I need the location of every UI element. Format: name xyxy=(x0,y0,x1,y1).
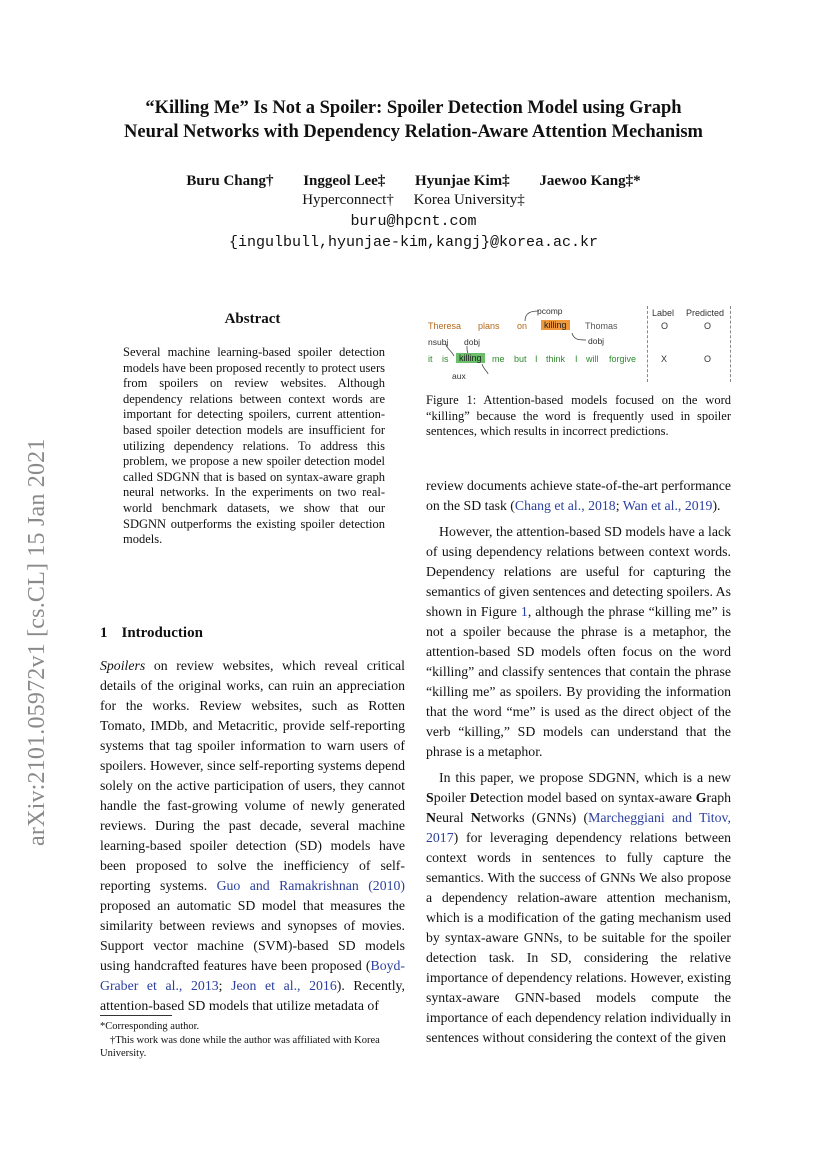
s1-word-on: on xyxy=(517,321,528,331)
figure-1 xyxy=(424,304,734,384)
s2-word-will: will xyxy=(586,354,599,364)
s2-word-i-2: I xyxy=(575,354,578,364)
abstract-text: Several machine learning-based spoiler detection models have been proposed recently to protect users from spoilers on review websites. Although dependency relations between context words are important for detecting spoilers, current attention-based spoiler detection models are insufficient for utilizing dependency relations. To address this problem, we propose a new spoiler detection model called SDGNN that is based on syntax-aware graph neural networks. In the experiments on two real-world benchmark datasets, we show that our SDGNN outperforms the existing spoiler detection models. xyxy=(123,345,385,547)
s1-word-plans: plans xyxy=(478,321,500,331)
author-list xyxy=(60,173,767,190)
author-3: Hyunjae Kim‡ xyxy=(415,173,510,189)
right-p3-etection: etection model based on syntax-aware xyxy=(479,790,696,805)
s2-word-me: me xyxy=(492,354,505,364)
right-column xyxy=(426,476,731,1048)
right-text-b: ). xyxy=(712,498,721,513)
acronym-n2: N xyxy=(470,810,481,825)
right-paragraph-continued xyxy=(426,476,731,516)
author-1: Buru Chang† xyxy=(186,173,274,189)
s2-word-i-1: I xyxy=(535,354,538,364)
s2-word-it: it xyxy=(428,354,433,364)
s1-word-theresa: Theresa xyxy=(428,321,462,331)
s1-word-killing: killing xyxy=(541,320,570,330)
acronym-n1: N xyxy=(426,810,436,825)
citation-marcheggiani[interactable]: Marcheggiani and Titov, 2017 xyxy=(426,810,731,845)
arxiv-stamp: arXiv:2101.05972v1 [cs.CL] 15 Jan 2021 xyxy=(24,438,50,846)
acronym-s: S xyxy=(426,790,434,805)
right-p3-raph: raph xyxy=(706,790,731,805)
footnote-1: *Corresponding author. xyxy=(100,1021,200,1032)
intro-paragraph-1 xyxy=(100,656,405,1016)
author-2: Inggeol Lee‡ xyxy=(303,173,386,189)
title-line-1: “Killing Me” Is Not a Spoiler: Spoiler Detection Model using Graph xyxy=(145,98,682,118)
intro-text-a: on review websites, which reveal critical details of the original works, can ruin an appreciation for the works. Review websites, such as Rotten Tomato, IMDb, and Metacritic, provide self-reporting systems that tag spoiler information to warn users of spoilers. However, since self-reporting systems depend solely on the active participation of users, they cannot handle the fast-growing volume of newly generated reviews. During the past decade, several machine learning-based spoiler detection (SD) models have been proposed to solve the inefficiency of self-reporting systems. xyxy=(100,658,405,893)
right-p3-poiler: poiler xyxy=(433,790,470,805)
intro-text-b: proposed an automatic SD model that measures the similarity between reviews and synopses of movies. Support vector machine (SVM)-based SD models using handcrafted features have been proposed ( xyxy=(100,898,405,973)
right-paragraph-3 xyxy=(426,768,731,1048)
citation-boyd-graber[interactable]: Boyd-Graber et al., 2013 xyxy=(100,958,405,993)
email-1: buru@hpcnt.com xyxy=(350,213,477,230)
s2-word-forgive: forgive xyxy=(609,354,637,364)
email-2: {ingulbull,hyunjae-kim,kangj}@korea.ac.kr xyxy=(228,234,599,251)
footnote-rule xyxy=(100,1015,172,1016)
abstract-heading: Abstract xyxy=(224,311,281,327)
citation-separator: ; xyxy=(218,978,232,993)
section-number: 1 xyxy=(100,625,108,641)
acronym-g: G xyxy=(695,790,707,805)
intro-text-c: ). Recently, attention-based SD models that utilize metadata of xyxy=(100,978,405,1013)
figure-header-predicted: Predicted xyxy=(686,308,725,318)
right-p3-eural: eural xyxy=(435,810,471,825)
s1-label: O xyxy=(661,321,669,331)
figure-caption: Figure 1: Attention-based models focused on the word “killing” because the word is frequently used in spoiler sentences, which results in incorrect predictions. xyxy=(426,393,731,439)
s2-word-killing: killing xyxy=(456,353,485,363)
title-line-2: Neural Networks with Dependency Relation-Aware Attention Mechanism xyxy=(124,122,703,142)
right-text-a: review documents achieve state-of-the-art performance on the SD task ( xyxy=(426,478,731,513)
dep-aux: aux xyxy=(452,371,466,381)
affiliation-2: Korea University‡ xyxy=(413,192,525,208)
spoilers-emphasis: Spoilers xyxy=(100,658,146,673)
affiliations xyxy=(60,192,767,209)
right-p3-text-a: In this paper, we propose SDGNN, which is a new xyxy=(439,770,731,785)
citation-jeon[interactable]: Jeon et al., 2016 xyxy=(231,978,337,993)
s2-word-but: but xyxy=(514,354,527,364)
dep-pcomp: pcomp xyxy=(537,306,563,316)
right-p3-etworks: etworks (GNNs) ( xyxy=(480,810,589,825)
citation-separator-2: ; xyxy=(615,498,623,513)
citation-chang[interactable]: Chang et al., 2018 xyxy=(514,498,616,513)
s1-predicted: O xyxy=(704,321,712,331)
paper-title xyxy=(60,96,767,144)
s1-word-thomas: Thomas xyxy=(585,321,618,331)
right-p3-text-c: ) for leveraging dependency relations between context words in sentences to fully capture the semantics. With the success of GNNs We also propose a dependency relation-aware attention mechanism, which is a modification of the gating mechanism used by syntax-aware GNNs, to be suitable for the spoiler detection task. In SD, considering the relative importance of dependency relations. However, existing syntax-aware GNN-based models compute the importance of each dependency relation individually in sentences without considering the context of the given xyxy=(426,830,731,1045)
section-heading xyxy=(100,625,203,642)
citation-wan[interactable]: Wan et al., 2019 xyxy=(622,498,713,513)
affiliation-1: Hyperconnect† xyxy=(302,192,394,208)
dep-nsubj: nsubj xyxy=(428,337,449,347)
right-paragraph-2 xyxy=(426,522,731,762)
dep-dobj-2: dobj xyxy=(464,337,481,347)
acronym-d: D xyxy=(469,790,480,805)
s2-label: X xyxy=(661,354,668,364)
s2-word-think: think xyxy=(546,354,566,364)
right-p2-text-a: However, the attention-based SD models have a lack of using dependency relations between context words. Dependency relations are useful for capturing the semantics of given sentences and detecting spoilers. As shown in Figure xyxy=(426,524,731,619)
s2-predicted: O xyxy=(704,354,712,364)
footnote-2: †This work was done while the author was affiliated with Korea University. xyxy=(100,1035,380,1059)
s2-word-is: is xyxy=(442,354,449,364)
dep-dobj-1: dobj xyxy=(588,336,605,346)
author-4: Jaewoo Kang‡* xyxy=(539,173,641,189)
figure-reference[interactable]: 1 xyxy=(520,604,528,619)
citation-guo[interactable]: Guo and Ramakrishnan (2010) xyxy=(216,878,405,893)
section-title: Introduction xyxy=(121,625,203,641)
right-p2-text-b: , although the phrase “killing me” is not a spoiler because the phrase is a metaphor, the attention-based SD models often focus on the word “killing” and classify sentences that contain the phrase “killing me” as spoilers. By providing the information that the word “me” is used as the direct object of the verb “killing,” SD models can understand that the phrase is a metaphor. xyxy=(426,604,731,759)
figure-header-label: Label xyxy=(652,308,675,318)
